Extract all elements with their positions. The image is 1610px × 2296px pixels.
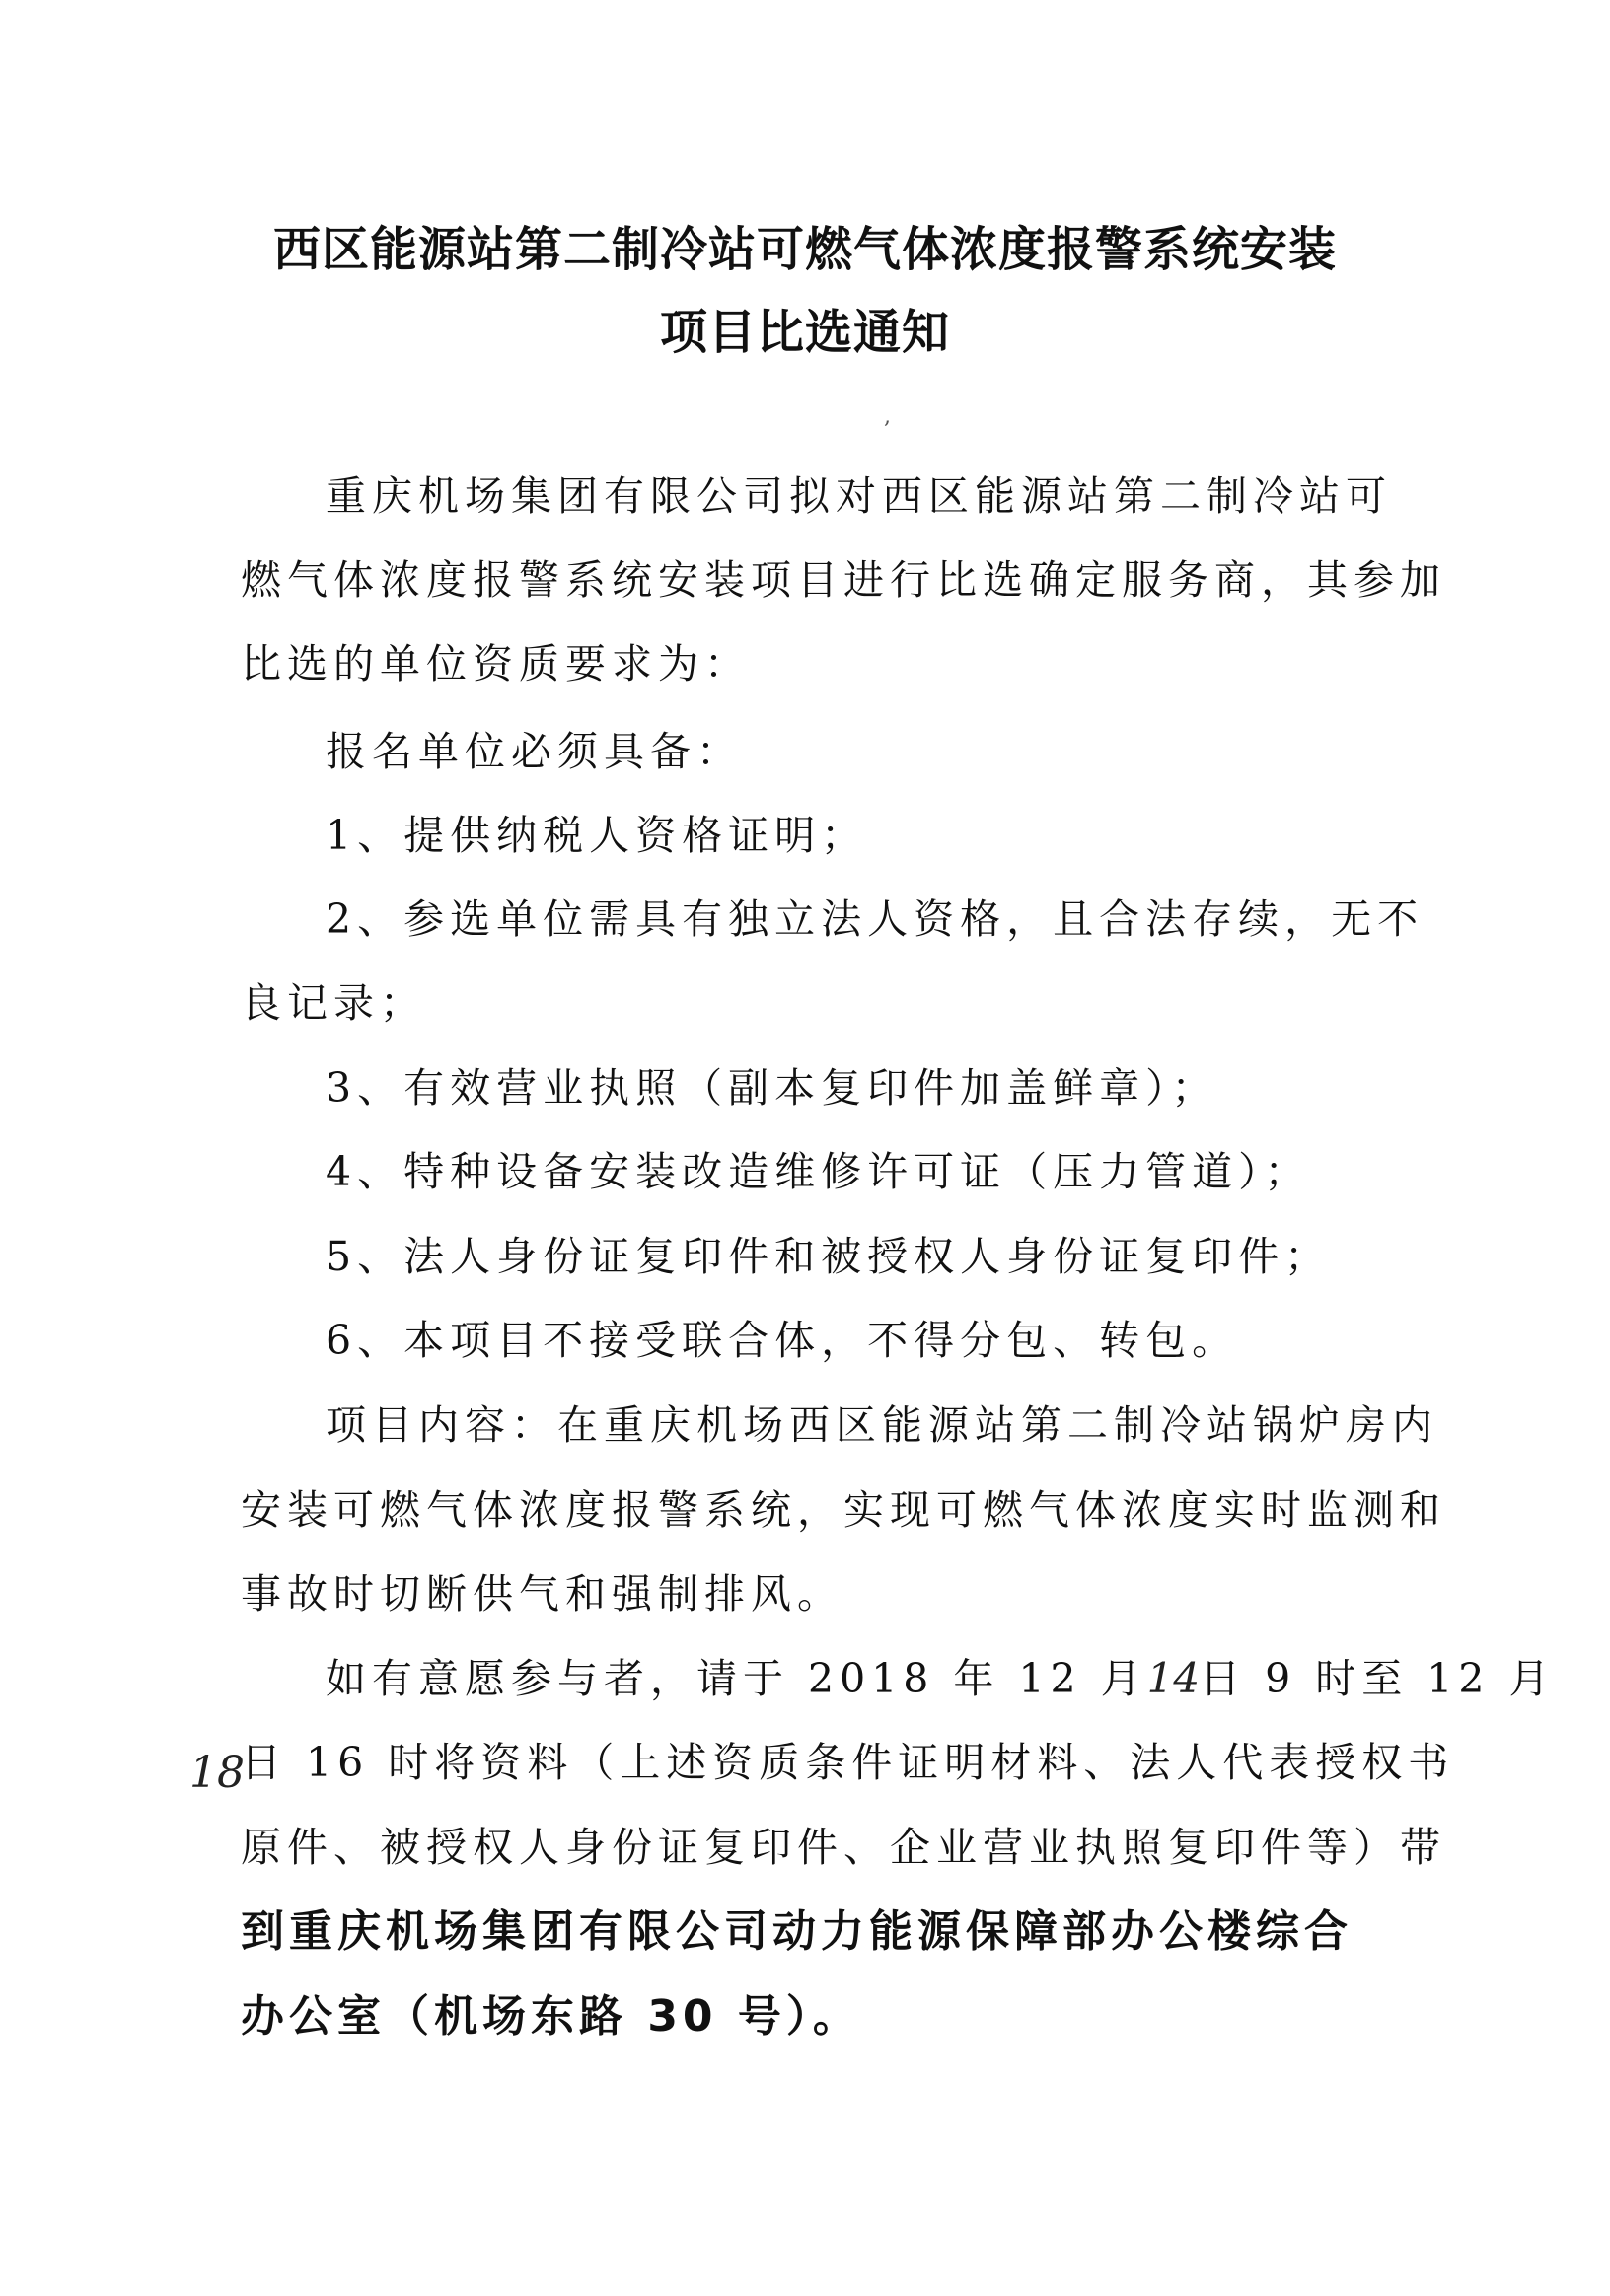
project-content-line-1: 项目内容：在重庆机场西区能源站第二制冷站锅炉房内	[326, 1401, 1438, 1449]
requirement-item-4: 4、特种设备安装改造维修许可证（压力管道）；	[326, 1148, 1311, 1195]
document-title-line-1: 西区能源站第二制冷站可燃气体浓度报警系统安装	[272, 222, 1337, 277]
stray-mark: ,	[884, 404, 891, 429]
paragraph-intro-line-1: 重庆机场集团有限公司拟对西区能源站第二制冷站可	[326, 472, 1392, 520]
notice-line-1-end: 日 9 时至 12 月	[1200, 1655, 1556, 1702]
requirement-item-2-line-1: 2、参选单位需具有独立法人资格，且合法存续，无不	[326, 896, 1425, 943]
project-content-line-2: 安装可燃气体浓度报警系统，实现可燃气体浓度实时监测和	[241, 1486, 1446, 1534]
document-title-line-2: 项目比选通知	[659, 305, 950, 360]
paragraph-intro-line-2: 燃气体浓度报警系统安装项目进行比选确定服务商，其参加	[241, 556, 1446, 604]
notice-line-3: 原件、被授权人身份证复印件、企业营业执照复印件等）带	[241, 1824, 1446, 1871]
paragraph-intro-line-3: 比选的单位资质要求为：	[241, 640, 751, 687]
notice-line-1-start: 如有意愿参与者，请于 2018 年 12 月	[326, 1655, 1147, 1702]
handwritten-end-day: 18	[189, 1748, 245, 1798]
notice-line-4-address: 到重庆机场集团有限公司动力能源保障部办公楼综合	[241, 1906, 1353, 1957]
handwritten-start-day: 14	[1146, 1654, 1201, 1702]
notice-line-2: 日 16 时将资料（上述资质条件证明材料、法人代表授权书	[241, 1739, 1455, 1786]
requirement-item-6: 6、本项目不接受联合体，不得分包、转包。	[326, 1317, 1239, 1364]
requirement-item-5: 5、法人身份证复印件和被授权人身份证复印件；	[326, 1233, 1332, 1280]
requirement-item-1: 1、提供纳税人资格证明；	[326, 812, 868, 859]
project-content-line-3: 事故时切断供气和强制排风。	[241, 1570, 843, 1617]
requirements-heading: 报名单位必须具备：	[326, 728, 743, 775]
notice-line-1	[326, 1654, 1556, 1703]
requirement-item-3: 3、有效营业执照（副本复印件加盖鲜章）；	[326, 1064, 1218, 1112]
notice-line-5-address: 办公室（机场东路 30 号）。	[241, 1991, 861, 2042]
requirement-item-2-line-2: 良记录；	[241, 979, 426, 1027]
